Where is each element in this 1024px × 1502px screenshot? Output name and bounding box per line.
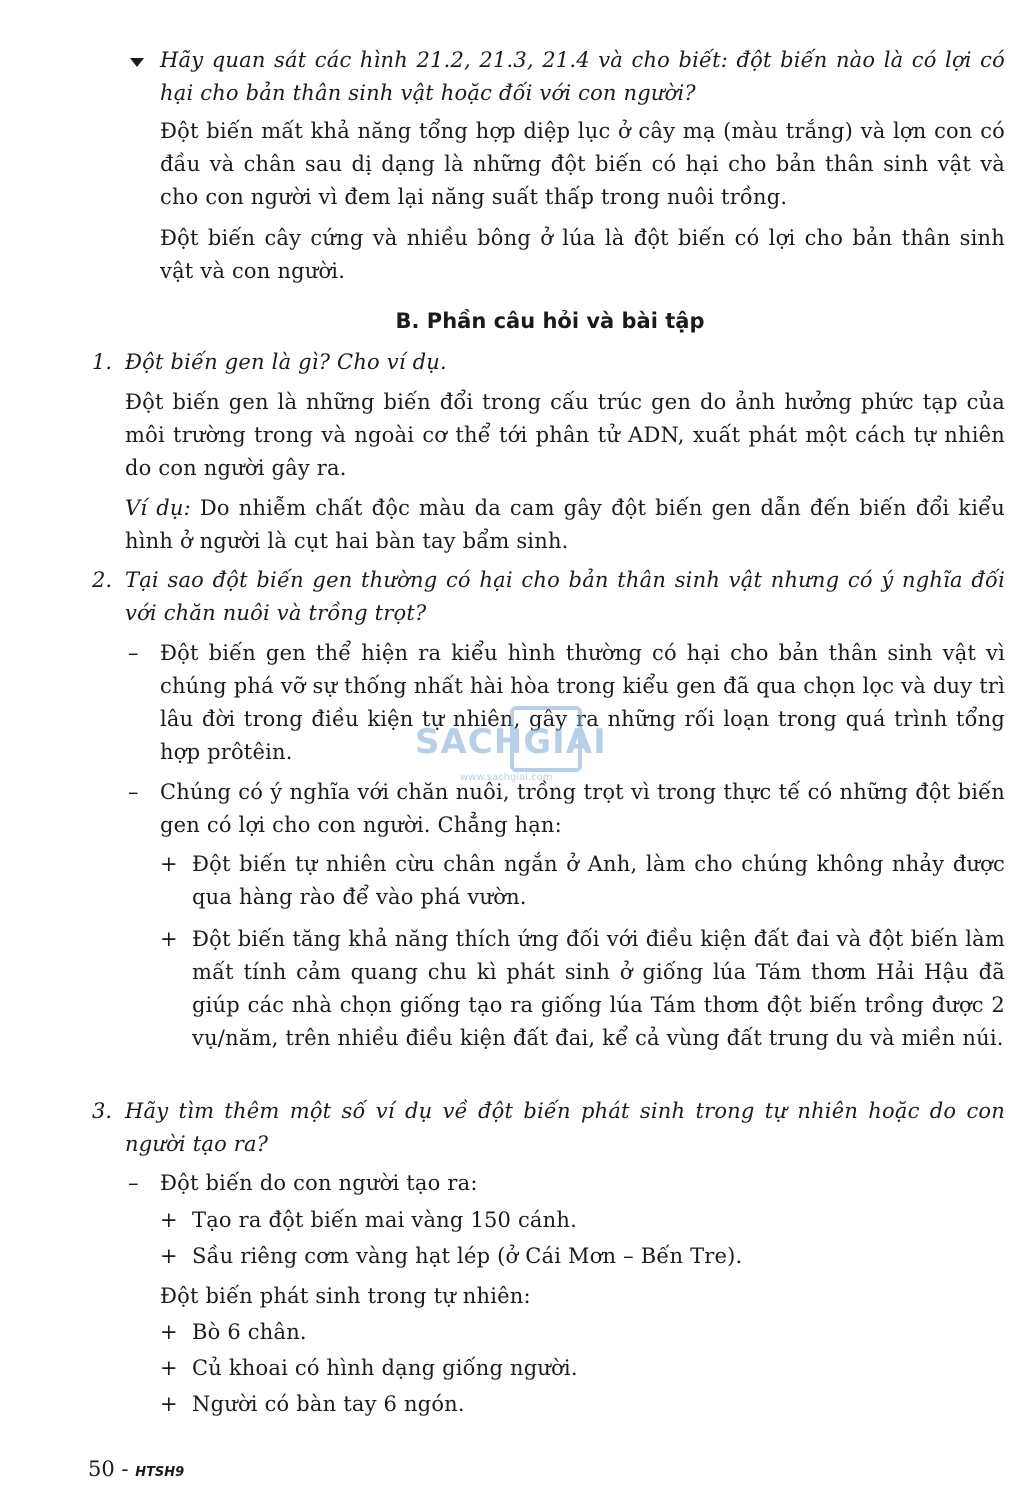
- q1-number: 1.: [92, 350, 113, 374]
- q3-plus-5: +: [160, 1392, 178, 1416]
- watermark-url: www.sachgiai.com: [460, 772, 553, 783]
- q1-question: Đột biến gen là gì? Cho ví dụ.: [125, 350, 447, 374]
- q2-number: 2.: [92, 568, 113, 592]
- q3-number: 3.: [92, 1099, 113, 1123]
- watermark-brand: SACHGIAI: [415, 722, 607, 762]
- q2-plus-2: +: [160, 927, 178, 951]
- q2-dash-2: –: [128, 780, 139, 804]
- q3-plus-item-5: Người có bàn tay 6 ngón.: [192, 1392, 465, 1416]
- q3-plus-4: +: [160, 1356, 178, 1380]
- page-footer: [88, 1455, 184, 1487]
- q2-dash-item-1: Đột biến gen thể hiện ra kiểu hình thường có hại cho bản thân sinh vật vì chúng phá vỡ sự thống nhất hài hòa trong kiểu gen đã qua chọn lọc và duy trì lâu đời trong điều kiện tự nhiên, gây ra những rối loạn trong quá trình tổng hợp prôtêin.: [160, 641, 1005, 764]
- intro-answer-1: Đột biến mất khả năng tổng hợp diệp lục ở cây mạ (màu trắng) và lợn con có đầu và chân sau dị dạng là những đột biến có hại cho bản thân sinh vật và cho con người vì đem lại năng suất thấp trong nuôi trồng.: [160, 119, 1005, 209]
- q3-question: Hãy tìm thêm một số ví dụ về đột biến phát sinh trong tự nhiên hoặc do con người tạo ra?: [125, 1099, 1005, 1156]
- page-number: 50 -: [88, 1457, 129, 1481]
- q2-plus-1: +: [160, 852, 178, 876]
- q2-plus-item-1: Đột biến tự nhiên cừu chân ngắn ở Anh, làm cho chúng không nhảy được qua hàng rào để vào phá vườn.: [192, 852, 1005, 909]
- q1-example-text: Do nhiễm chất độc màu da cam gây đột biến gen dẫn đến biến đổi kiểu hình ở người là cụt hai bàn tay bẩm sinh.: [125, 496, 1005, 553]
- q3-plus-item-4: Củ khoai có hình dạng giống người.: [192, 1356, 578, 1380]
- q2-plus-item-2: Đột biến tăng khả năng thích ứng đối với điều kiện đất đai và đột biến làm mất tính cảm quang chu kì phát sinh ở giống lúa Tám thơm Hải Hậu đã giúp các nhà chọn giống tạo ra giống lúa Tám thơm đột biến trồng được 2 vụ/năm, trên nhiều điều kiện đất đai, kể cả vùng đất trung du và miền núi.: [192, 927, 1005, 1050]
- q2-dash-1: –: [128, 641, 139, 665]
- book-code: HTSH9: [135, 1465, 185, 1480]
- q1-answer: Đột biến gen là những biến đổi trong cấu trúc gen do ảnh hưởng phức tạp của môi trường trong và ngoài cơ thể tới phân tử ADN, xuất phát một cách tự nhiên do con người gây ra.: [125, 390, 1005, 480]
- q2-dash-item-2: Chúng có ý nghĩa với chăn nuôi, trồng trọt vì trong thực tế có những đột biến gen có lợi cho con người. Chẳng hạn:: [160, 780, 1005, 837]
- q3-plus-1: +: [160, 1208, 178, 1232]
- q3-plus-item-3: Bò 6 chân.: [192, 1320, 307, 1344]
- intro-question: Hãy quan sát các hình 21.2, 21.3, 21.4 và cho biết: đột biến nào là có lợi có hại cho bản thân sinh vật hoặc đối với con người?: [160, 48, 1005, 105]
- q3-plus-item-1: Tạo ra đột biến mai vàng 150 cánh.: [192, 1208, 577, 1232]
- q3-dash-item-2: Đột biến phát sinh trong tự nhiên:: [160, 1284, 531, 1308]
- q2-question: Tại sao đột biến gen thường có hại cho bản thân sinh vật nhưng có ý nghĩa đối với chăn nuôi và trồng trọt?: [125, 568, 1005, 625]
- q1-example-label: Ví dụ:: [125, 496, 191, 520]
- q3-plus-2: +: [160, 1244, 178, 1268]
- q3-plus-3: +: [160, 1320, 178, 1344]
- q3-dash-item-1: Đột biến do con người tạo ra:: [160, 1171, 478, 1195]
- triangle-bullet-icon: [130, 58, 144, 67]
- q1-example: [125, 492, 1005, 558]
- section-title: B. Phần câu hỏi và bài tập: [395, 309, 705, 333]
- q3-plus-item-2: Sầu riêng cơm vàng hạt lép (ở Cái Mơn – Bến Tre).: [192, 1244, 743, 1268]
- intro-answer-2: Đột biến cây cứng và nhiều bông ở lúa là đột biến có lợi cho bản thân sinh vật và con người.: [160, 226, 1005, 283]
- sachgiai-watermark-logo: [400, 700, 630, 790]
- q3-dash-1: –: [128, 1171, 139, 1195]
